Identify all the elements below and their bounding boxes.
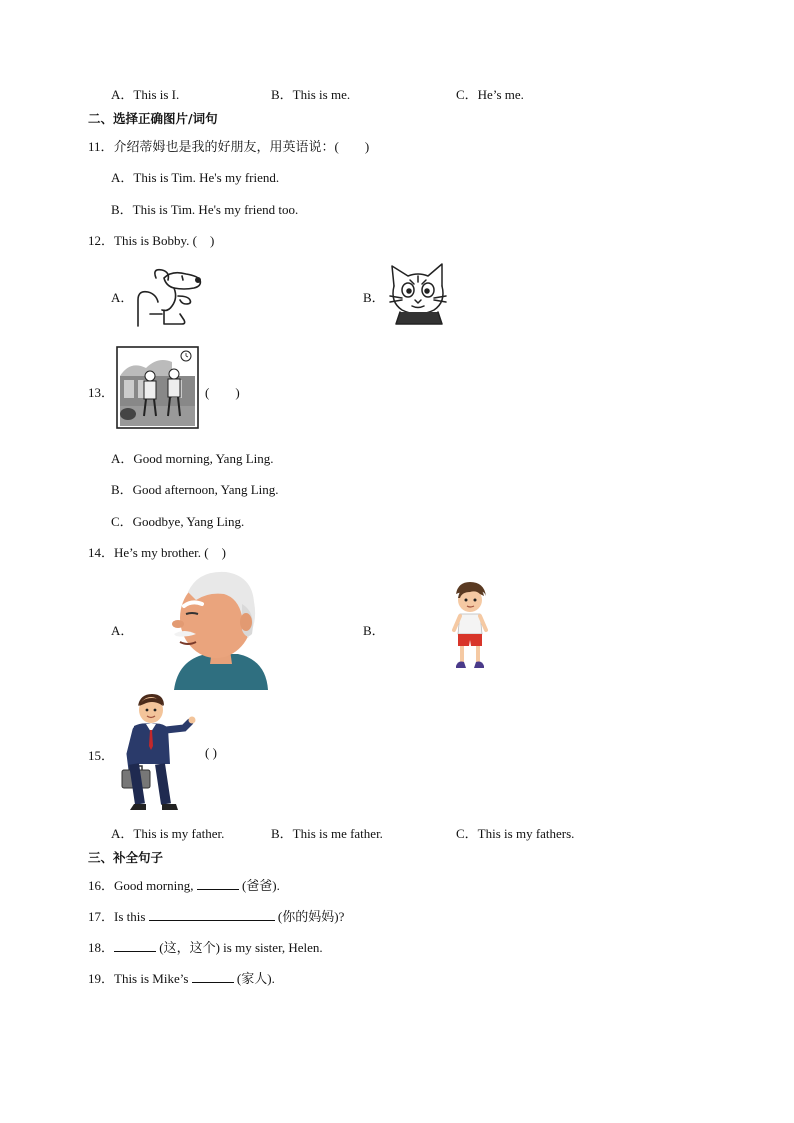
q19-blank[interactable] [192,971,234,983]
q16-prefix: 16．Good morning, [88,878,197,893]
section3-title: 三、补全句子 [88,850,164,865]
q18-prefix: 18． [88,940,115,955]
grandfather-image [168,568,270,690]
children-walking-image [116,346,199,429]
q13-number: 13． [88,385,115,400]
q19-sentence [88,968,275,987]
boy-image [448,580,490,673]
q11-stem: 11．介绍蒂姆也是我的好朋友，用英语说：( ) [88,139,370,154]
q18-sentence [88,937,323,956]
q17-suffix: (你的妈妈)? [274,909,345,924]
cat-cartoon-image [388,262,450,326]
q12-stem: 12．This is Bobby. ( ) [88,233,215,248]
q12-option-b-label: B． [363,290,385,305]
q13-option-a: A．Good morning, Yang Ling. [111,451,274,466]
q14-option-b-label: B． [363,623,385,638]
q19-suffix: (家人). [233,971,275,986]
q16-suffix: (爸爸). [238,878,280,893]
q15-option-a: A．This is my father. [111,826,225,841]
q14-option-a-label: A． [111,623,134,638]
q13-option-b: B．Good afternoon, Yang Ling. [111,482,279,497]
q10-option-b: B．This is me. [271,87,351,102]
q18-blank[interactable] [114,940,156,952]
mouse-cartoon-image [134,266,206,328]
q15-option-b: B．This is me father. [271,826,383,841]
q15-answer-paren: ( ) [205,745,217,760]
q14-stem: 14．He’s my brother. ( ) [88,545,226,560]
q17-prefix: 17．Is this [88,909,149,924]
q16-sentence [88,875,280,894]
q15-number: 15． [88,748,115,763]
q11-option-a: A．This is Tim. He's my friend. [111,170,280,185]
father-businessman-image [120,692,196,812]
q19-prefix: 19．This is Mike’s [88,971,192,986]
q17-blank[interactable] [149,909,275,921]
q18-suffix: (这，这个) is my sister, Helen. [156,940,323,955]
q10-option-c: C．He’s me. [456,87,524,102]
q15-option-c: C．This is my fathers. [456,826,575,841]
q10-option-a: A．This is I. [111,87,180,102]
q13-answer-paren: ( ) [205,385,240,400]
section2-title: 二、选择正确图片/词句 [88,111,218,126]
q16-blank[interactable] [197,878,239,890]
q11-option-b: B．This is Tim. He's my friend too. [111,202,299,217]
q12-option-a-label: A． [111,290,134,305]
q17-sentence [88,906,344,925]
q13-option-c: C．Goodbye, Yang Ling. [111,514,245,529]
